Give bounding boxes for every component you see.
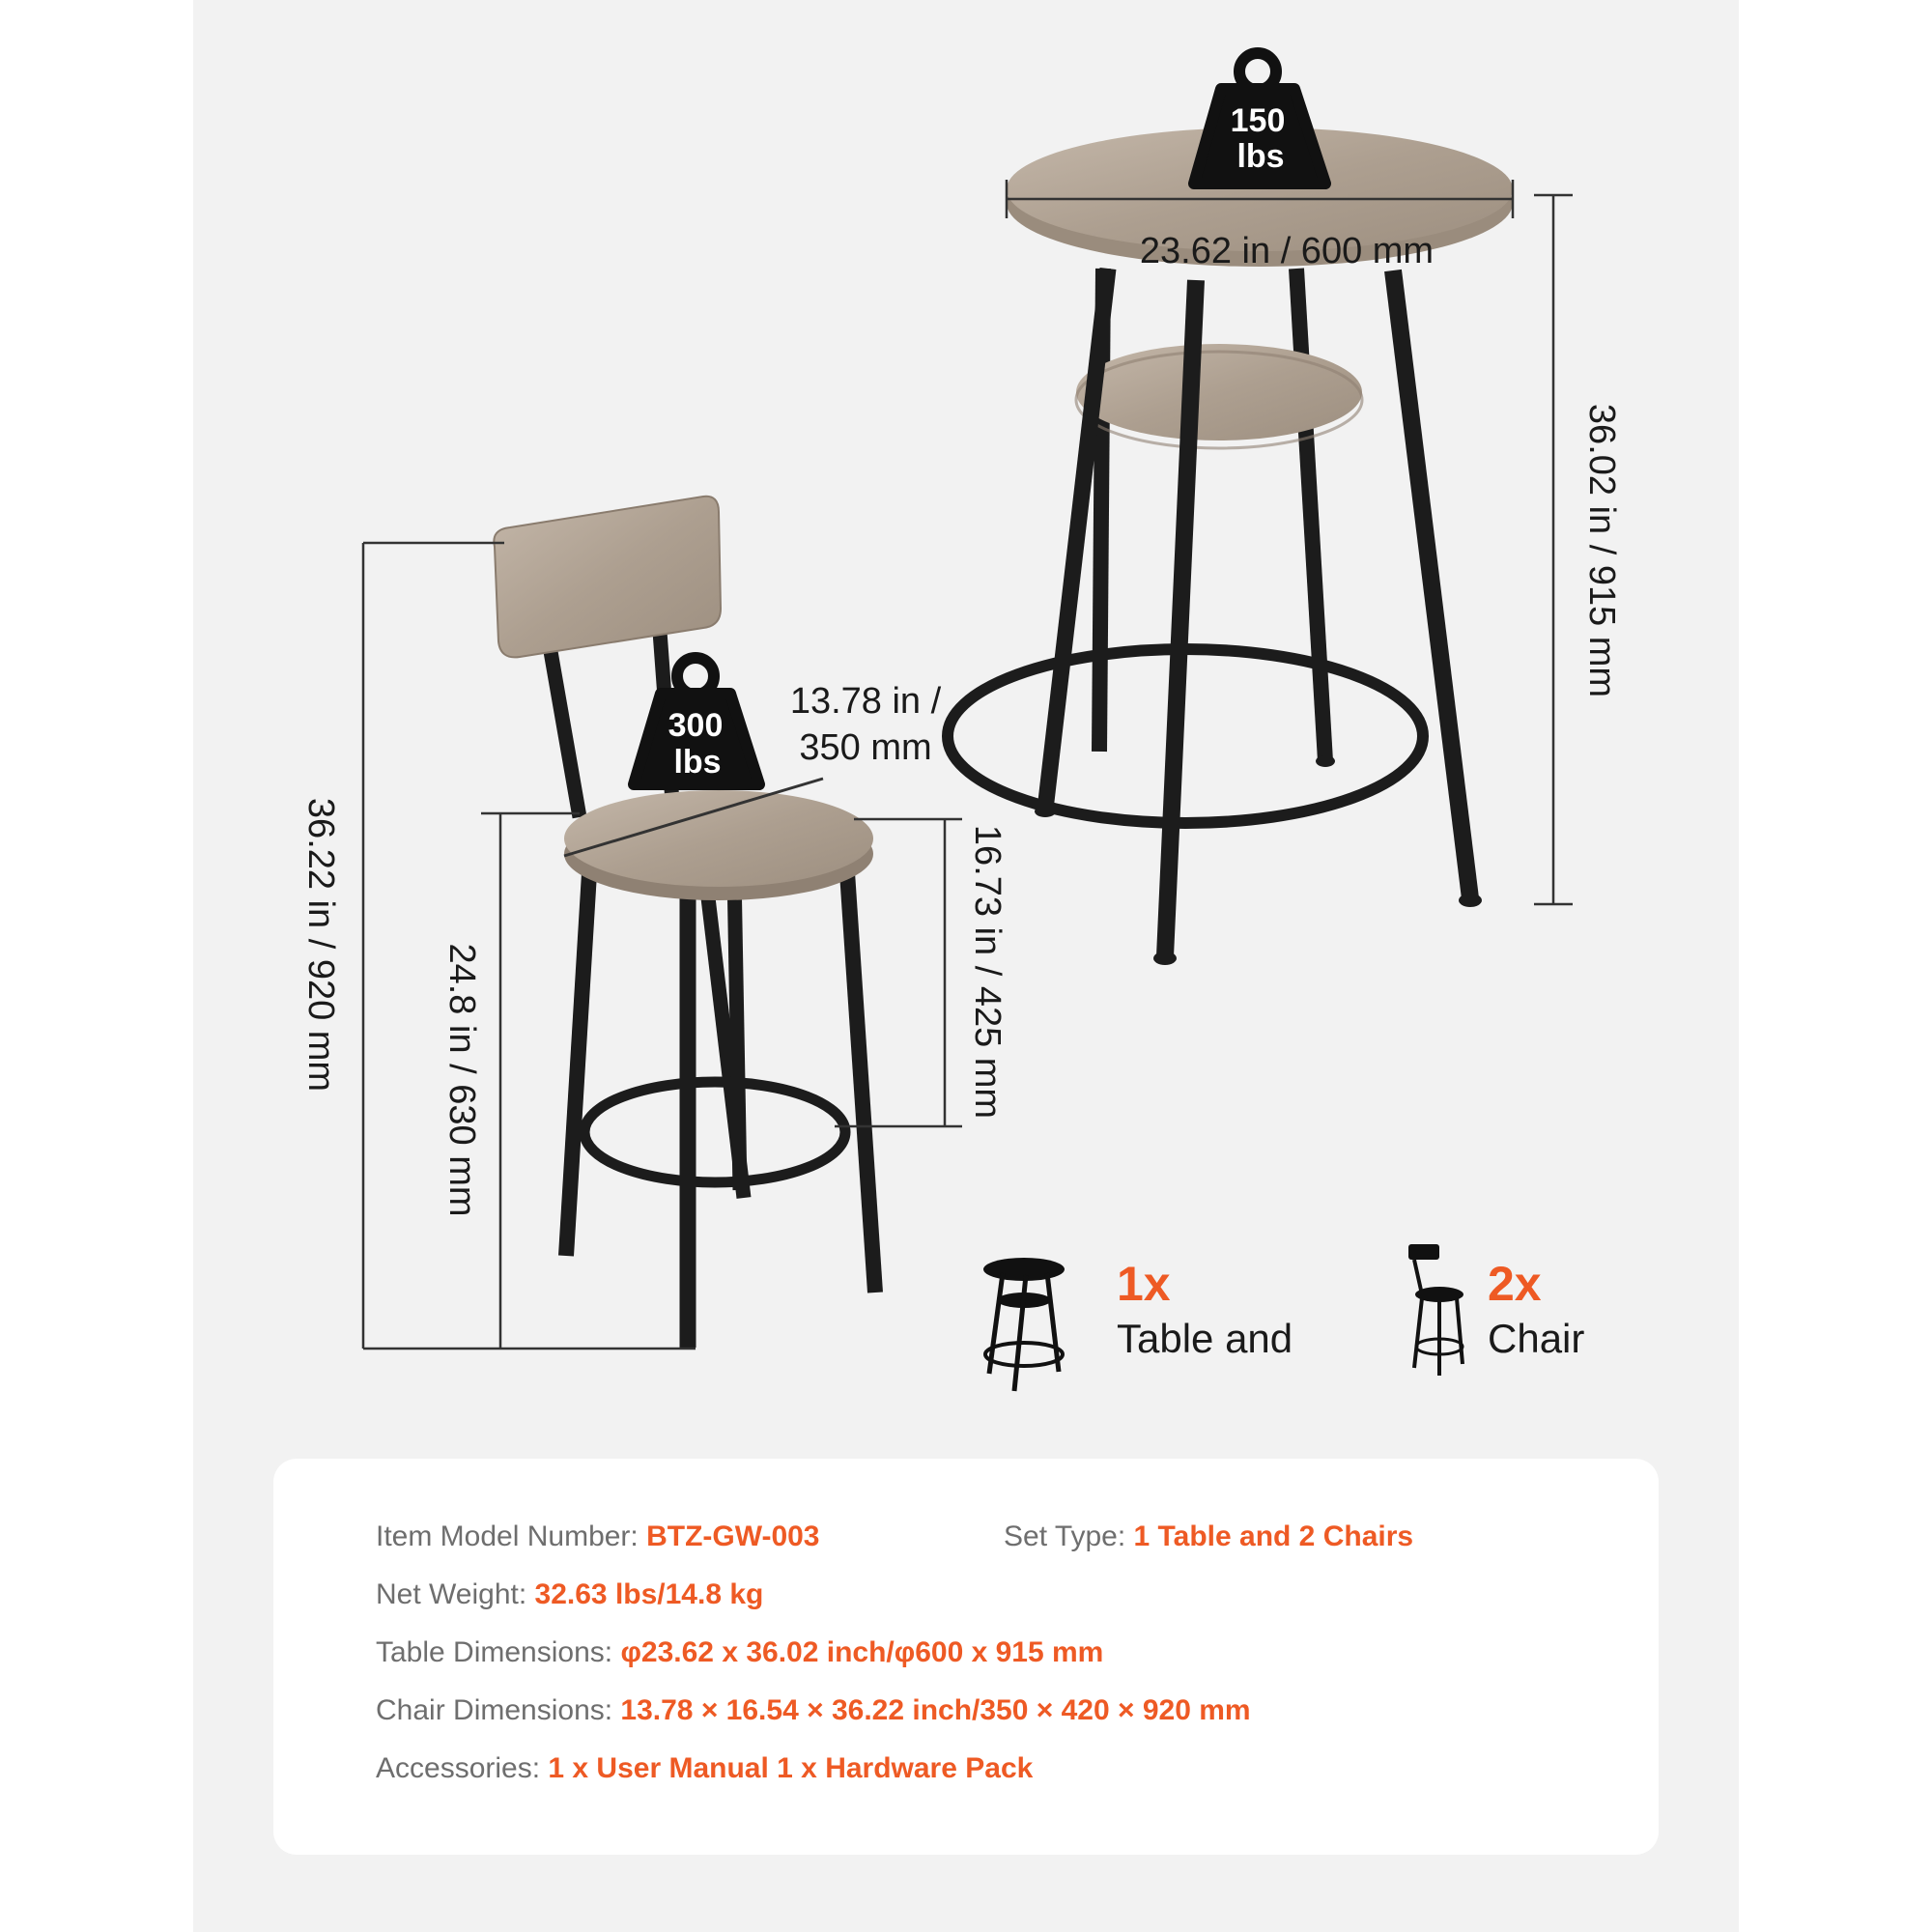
spec-card: [273, 1459, 1659, 1855]
chair-total-height-label: 36.22 in / 920 mm: [300, 797, 341, 1093]
table-quantity: 1x: [1117, 1257, 1171, 1311]
chair-quantity-label: Chair: [1488, 1316, 1585, 1361]
spec-net-weight-value: 32.63 lbs/14.8 kg: [534, 1578, 764, 1610]
spec-accessories-label: Accessories:: [376, 1752, 549, 1784]
spec-model-label: Item Model Number:: [376, 1520, 647, 1552]
table-height-label: 36.02 in / 915 mm: [1581, 403, 1622, 698]
spec-table-dim-label: Table Dimensions:: [376, 1636, 621, 1668]
spec-chair-dim-value: 13.78 × 16.54 × 36.22 inch/350 × 420 × 920 mm: [620, 1694, 1251, 1726]
chair-seat-height-label: 24.8 in / 630 mm: [441, 943, 482, 1217]
spec-table-dim-value: φ23.62 x 36.02 inch/φ600 x 915 mm: [620, 1636, 1104, 1668]
spec-model-number: [376, 1520, 820, 1553]
spec-table-dimensions: [376, 1636, 1103, 1669]
chair-backrest-height-label: 16.73 in / 425 mm: [967, 824, 1008, 1120]
spec-net-weight: [376, 1578, 763, 1611]
table-weight-value: 150: [1230, 102, 1286, 139]
table-quantity-label: Table and: [1117, 1316, 1293, 1361]
spec-set-type-value: 1 Table and 2 Chairs: [1133, 1520, 1414, 1552]
spec-net-weight-label: Net Weight:: [376, 1578, 535, 1610]
table-mini-icon: [983, 1258, 1065, 1391]
spec-chair-dim-label: Chair Dimensions:: [376, 1694, 621, 1726]
spec-model-value: BTZ-GW-003: [646, 1520, 820, 1552]
table-diameter-label: 23.62 in / 600 mm: [1139, 231, 1435, 271]
spec-accessories-value: 1 x User Manual 1 x Hardware Pack: [548, 1752, 1034, 1784]
chair-mini-icon: [1408, 1244, 1463, 1376]
spec-accessories: [376, 1752, 1033, 1785]
chair-quantity: 2x: [1488, 1257, 1542, 1311]
chair-seat-width-label-2: 350 mm: [799, 727, 932, 768]
bar-chair-illustration: [494, 497, 875, 1348]
spec-set-type-label: Set Type:: [1004, 1520, 1134, 1552]
chair-weight-value: 300: [668, 707, 724, 744]
table-weight-unit: lbs: [1236, 138, 1285, 175]
chair-weight-unit: lbs: [673, 744, 722, 781]
chair-seat-width-label-1: 13.78 in /: [789, 681, 942, 722]
spec-set-type: [1004, 1520, 1413, 1553]
spec-chair-dimensions: [376, 1694, 1251, 1727]
